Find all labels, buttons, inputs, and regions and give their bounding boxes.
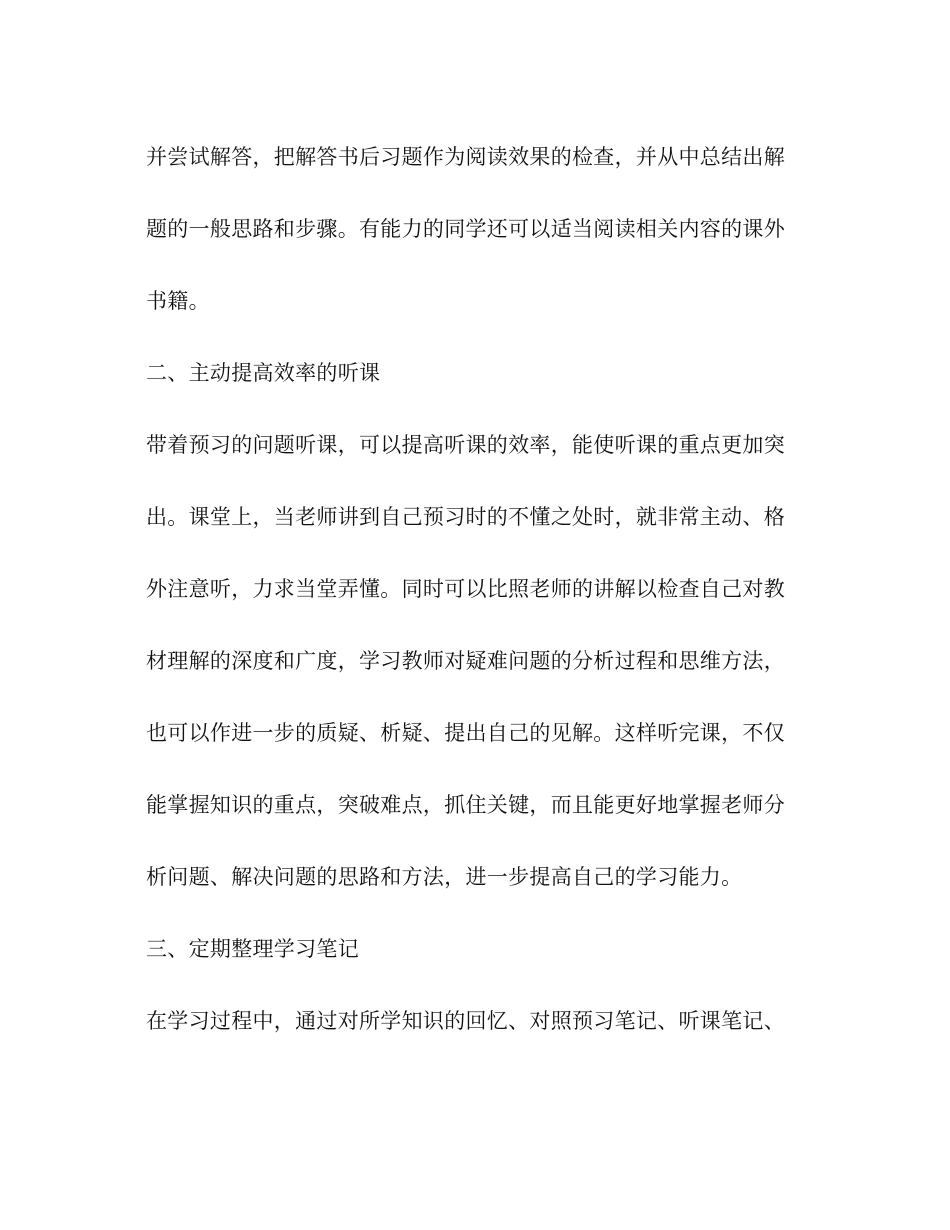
- paragraph-line: 题的一般思路和步骤。有能力的同学还可以适当阅读相关内容的课外: [146, 217, 785, 241]
- paragraph-line: 析问题、解决问题的思路和方法，进一步提高自己的学习能力。: [146, 865, 743, 889]
- section-heading: 二、主动提高效率的听课: [146, 361, 381, 385]
- paragraph-line: 能掌握知识的重点，突破难点，抓住关键，而且能更好地掌握老师分: [146, 793, 785, 817]
- paragraph-line: 出。课堂上，当老师讲到自己预习时的不懂之处时，就非常主动、格: [146, 505, 785, 529]
- paragraph-line: 也可以作进一步的质疑、析疑、提出自己的见解。这样听完课，不仅: [146, 721, 785, 745]
- paragraph-line: 材理解的深度和广度，学习教师对疑难问题的分析过程和思维方法，: [146, 649, 785, 673]
- paragraph-line: 书籍。: [146, 289, 210, 313]
- paragraph-line: 并尝试解答，把解答书后习题作为阅读效果的检查，并从中总结出解: [146, 145, 785, 169]
- section-heading: 三、定期整理学习笔记: [146, 937, 359, 961]
- paragraph-line: 在学习过程中，通过对所学知识的回忆、对照预习笔记、听课笔记、: [146, 1009, 785, 1033]
- paragraph-line: 带着预习的问题听课，可以提高听课的效率，能使听课的重点更加突: [146, 433, 785, 457]
- paragraph-line: 外注意听，力求当堂弄懂。同时可以比照老师的讲解以检查自己对教: [146, 577, 785, 601]
